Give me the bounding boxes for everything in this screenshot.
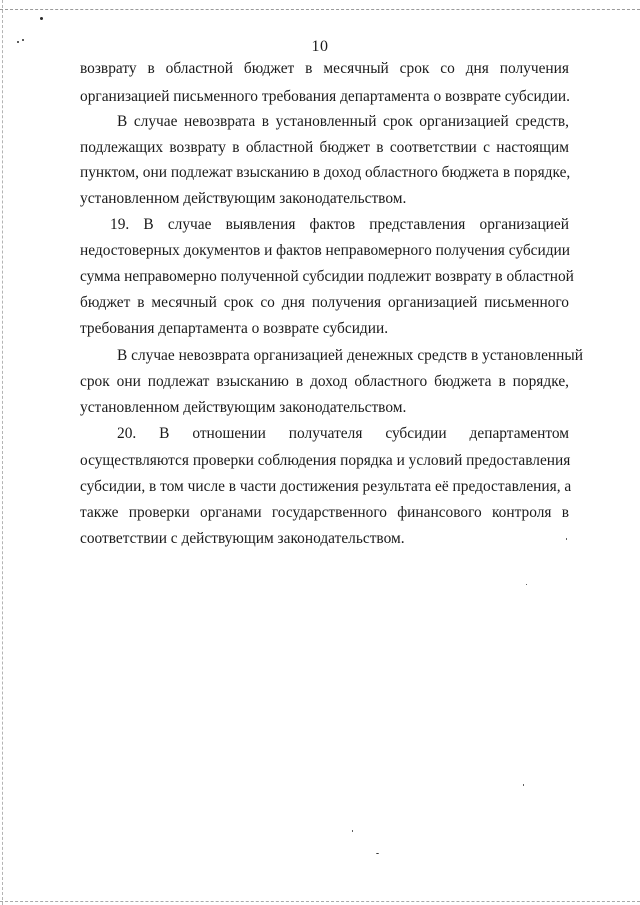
scan-left-edge [2,0,3,905]
text-line: организацией письменного требования департамента о возврате субсидии. [80,88,570,105]
text-line: субсидии, в том числе в части достижения результата её предоставления, а [80,478,572,495]
text-line: подлежащих возврату в областной бюджет в соответствии с настоящим [80,139,569,156]
text-line: В случае невозврата в установленный срок организацией средств, [117,113,569,130]
scan-bottom-edge [0,901,640,902]
text-line: сумма неправомерно полученной субсидии подлежит возврату в областной [80,268,574,285]
text-line: бюджет в месячный срок со дня получения организацией письменного [80,294,569,311]
scan-speck [526,584,527,585]
text-line: установленном действующим законодательством. [80,190,407,207]
text-line: В случае невозврата организацией денежных средств в установленный [117,347,583,364]
text-line: соответствии с действующим законодательством. [80,530,405,547]
scan-speck [40,17,43,20]
text-line: осуществляются проверки соблюдения порядка и условий предоставления [80,452,571,469]
scan-speck [523,784,524,786]
text-line: возврату в областной бюджет в месячный срок со дня получения [80,60,569,77]
text-line: недостоверных документов и фактов неправомерного получения субсидии [80,242,571,259]
text-line: установленном действующим законодательством. [80,399,407,416]
text-line: также проверки органами государственного финансового контроля в [80,504,569,521]
text-line: 19. В случае выявления фактов представления организацией [110,216,569,233]
scan-speck [376,853,379,854]
text-line: срок они подлежат взысканию в доход областного бюджета в порядке, [80,373,569,390]
text-line: пунктом, они подлежат взысканию в доход областного бюджета в порядке, [80,164,571,181]
text-line: требования департамента о возврате субсидии. [80,320,389,337]
page-number: 10 [311,38,329,55]
scan-top-edge [0,9,640,10]
scan-speck [352,830,353,832]
text-line: 20. В отношении получателя субсидии департаментом [117,425,569,442]
